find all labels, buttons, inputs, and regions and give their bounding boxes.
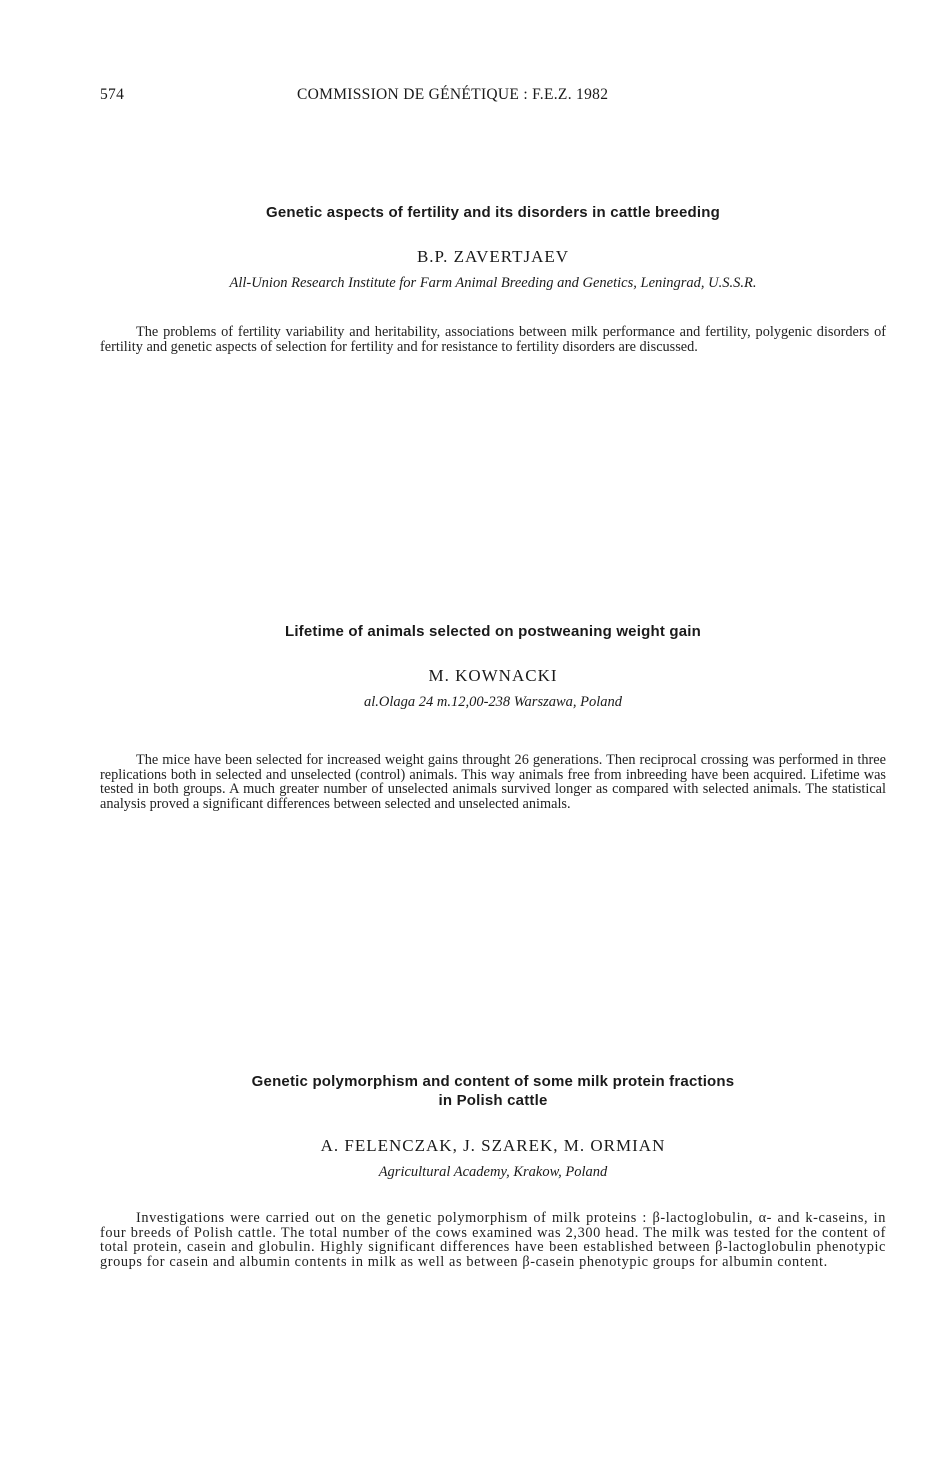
article-title-line-1: Genetic polymorphism and content of some milk protein fractions [251, 1073, 735, 1090]
article-abstract: Investigations were carried out on the genetic polymorphism of milk proteins : β-lactoglobulin, α- and k-caseins, in four breeds of Polish cattle. The total number of the cows examined was 2,300 head. The milk was tested for the content of total protein, casein and globulin. Highly significant differences have been established between β-lactoglobulin phenotypic groups for casein and albumin contents in milk as well as between β-casein phenotypic groups for albumin content. [100, 1210, 886, 1270]
article-milk-protein [100, 1072, 886, 1269]
article-affiliation: All-Union Research Institute for Farm Animal Breeding and Genetics, Leningrad, U.S.S.R. [229, 275, 757, 291]
running-head: COMMISSION DE GÉNÉTIQUE : F.E.Z. 1982 [297, 86, 609, 103]
article-authors: A. FELENCZAK, J. SZAREK, M. ORMIAN [320, 1136, 666, 1155]
article-authors: M. KOWNACKI [428, 666, 558, 685]
article-abstract: The problems of fertility variability and heritability, associations between milk performance and fertility, polygenic disorders of fertility and genetic aspects of selection for fertility and for resistance to fertility disorders are discussed. [100, 324, 886, 355]
article-lifetime [100, 622, 886, 811]
article-title-line-2: in Polish cattle [438, 1092, 548, 1109]
article-authors: B.P. ZAVERTJAEV [416, 247, 570, 266]
page-header [100, 86, 880, 108]
article-abstract: The mice have been selected for increased weight gains throught 26 generations. Then reciprocal crossing was performed in three replications both in selected and unselected (control) animals. This way animals free from inbreeding have been acquired. Lifetime was tested in both groups. A much greater number of unselected animals survived longer as compared with selected animals. The statistical analysis proved a significant differences between selected and unselected animals. [100, 752, 886, 812]
article-affiliation: Agricultural Academy, Krakow, Poland [378, 1164, 608, 1180]
page-number: 574 [100, 86, 125, 103]
article-title: Lifetime of animals selected on postweaning weight gain [284, 623, 702, 640]
article-title: Genetic aspects of fertility and its disorders in cattle breeding [266, 204, 720, 221]
article-affiliation: al.Olaga 24 m.12,00-238 Warszawa, Poland [363, 694, 623, 710]
article-fertility [100, 203, 886, 354]
